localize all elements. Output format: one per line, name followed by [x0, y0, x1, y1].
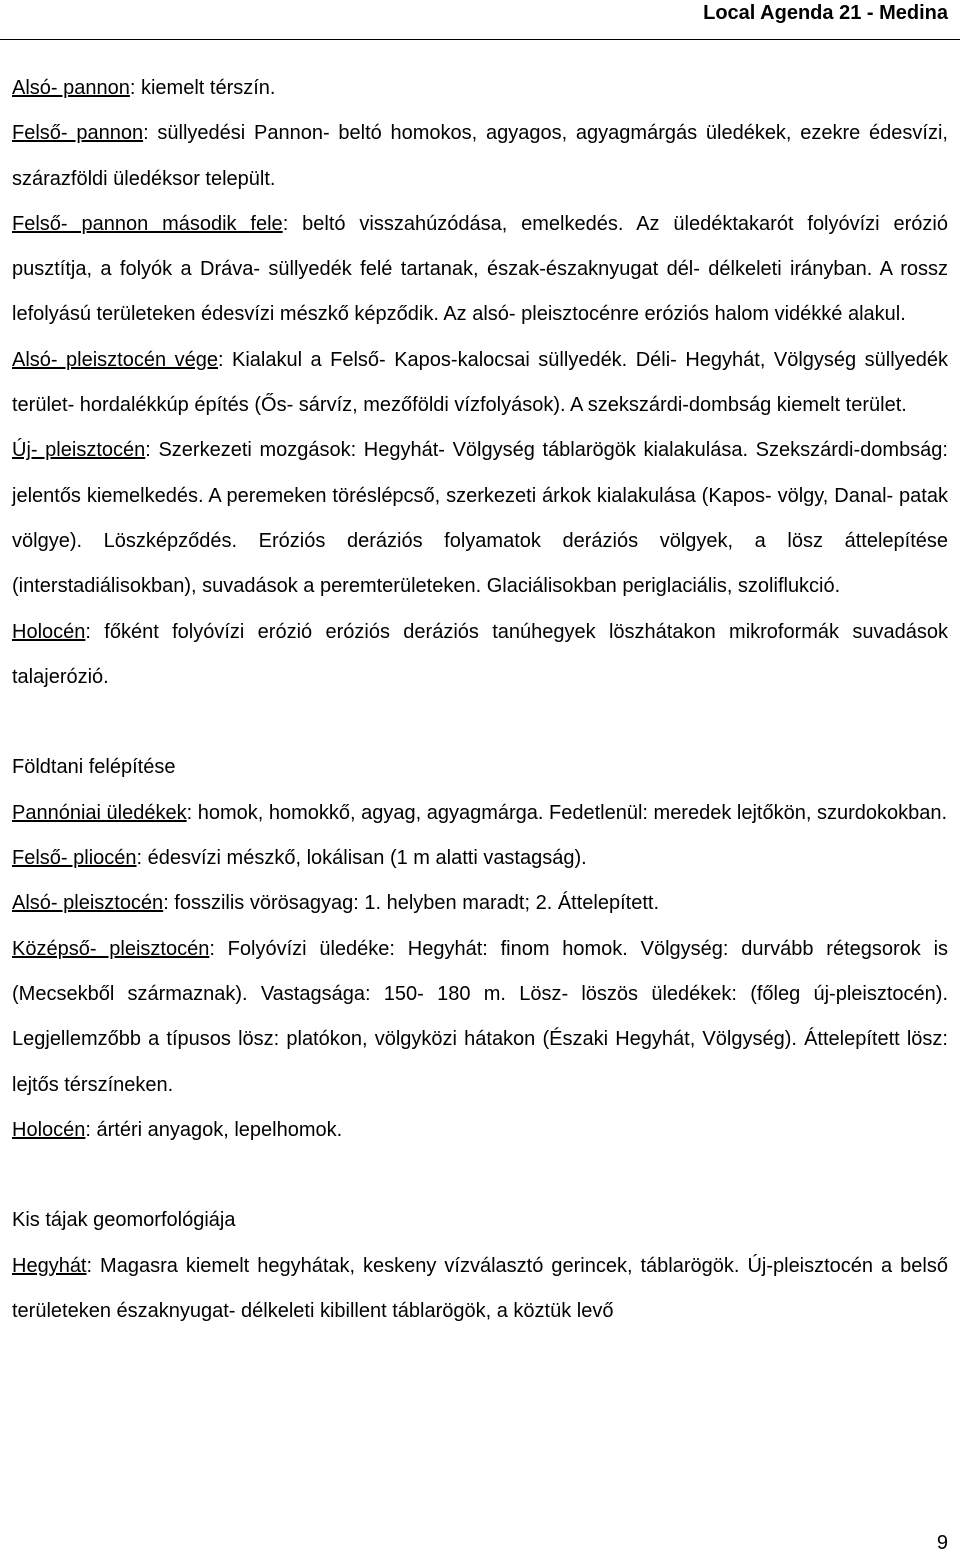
paragraph-text: : Magasra kiemelt hegyhátak, keskeny vízválasztó gerincek, táblarögök. Új-pleisztocén a belső területeken északnyugat- délkeleti kibillent táblarögök, a köztük levő	[12, 1254, 948, 1323]
term: Alsó- pleisztocén vége	[12, 348, 218, 371]
paragraph-holocen	[12, 610, 948, 701]
header-title: Local Agenda 21 - Medina	[703, 2, 948, 24]
paragraph-also-pleisztocen	[12, 881, 948, 926]
term: Holocén	[12, 620, 86, 643]
document-body	[12, 66, 948, 1334]
paragraph-uj-pleisztocen	[12, 428, 948, 609]
paragraph-felso-pannon-masodik-fele	[12, 202, 948, 338]
paragraph-text: : homok, homokkő, agyag, agyagmárga. Fedetlenül: meredek lejtőkön, szurdokokban.	[186, 801, 948, 824]
term: Felső- pannon második fele	[12, 212, 283, 235]
term: Hegyhát	[12, 1254, 87, 1277]
paragraph-text: : Folyóvízi üledéke: Hegyhát: finom homok. Völgység: durvább rétegsorok is (Mecsekből származnak). Vastagsága: 150- 180 m. Lösz- löszös üledékek: (főleg új-pleisztocén). Legjellemzőbb a típusos lösz: platókon, völgyközi hátakon (Északi Hegyhát, Völgység). Áttelepített lösz: lejtős térszíneken.	[12, 937, 949, 1096]
paragraph-text: : édesvízi mészkő, lokálisan (1 m alatti vastagság).	[136, 847, 587, 870]
paragraph-also-pleisztocen-vege	[12, 338, 948, 429]
term: Felső- pliocén	[12, 847, 137, 870]
term: Középső- pleisztocén	[12, 937, 210, 960]
paragraph-holocen-2	[12, 1108, 948, 1153]
paragraph-pannoniai-uledekek	[12, 791, 948, 836]
paragraph-felso-pannon	[12, 111, 948, 202]
paragraph-text: : ártéri anyagok, lepelhomok.	[85, 1118, 343, 1141]
paragraph-also-pannon	[12, 66, 948, 111]
paragraph-text: : Szerkezeti mozgások: Hegyhát- Völgység táblarögök kialakulása. Szekszárdi-dombság: jelentős kiemelkedés. A peremeken töréslépcső, szerkezeti árkok kialakulása (Kapos- völgy, Danal- patak völgye). Löszképződés. Eróziós deráziós folyamatok deráziós völgyek, a lösz áttelepítése (interstadiálisokban), suvadások a peremterületeken. Glaciálisokban periglaciális, szoliflukció.	[12, 439, 948, 598]
paragraph-kozepso-pleisztocen	[12, 927, 948, 1108]
term: Pannóniai üledékek	[12, 801, 187, 824]
paragraph-text: : Kialakul a Felső- Kapos-kalocsai süllyedék. Déli- Hegyhát, Völgység süllyedék terület- hordalékkúp építés (Ős- sárvíz, mezőföldi vízfolyások). A szekszárdi-dombság kiemelt terület.	[12, 348, 949, 417]
paragraph-text: : kiemelt térszín.	[129, 77, 276, 99]
paragraph-text: : süllyedési Pannon- beltó homokos, agyagos, agyagmárgás üledékek, ezekre édesvízi, szárazföldi üledéksor települt.	[12, 122, 948, 190]
page-number: 9	[936, 1532, 948, 1554]
section-heading-kis-tajak: Kis tájak geomorfológiája	[12, 1209, 236, 1232]
term: Felső- pannon	[12, 122, 144, 145]
term: Alsó- pannon	[12, 77, 130, 99]
paragraph-felso-pliocen	[12, 836, 948, 881]
page-header	[0, 0, 960, 40]
paragraph-text: : fosszilis vörösagyag: 1. helyben maradt; 2. Áttelepített.	[163, 892, 659, 915]
paragraph-text: : beltó visszahúzódása, emelkedés. Az üledéktakarót folyóvízi erózió pusztítja, a folyók a Dráva- süllyedék felé tartanak, észak-északnyugat dél- délkeleti irányban. A rossz lefolyású területeken édesvízi mészkő képződik. Az alsó- pleisztocénre eróziós halom vidékké alakul.	[12, 212, 948, 326]
paragraph-text: : főként folyóvízi erózió eróziós deráziós tanúhegyek löszhátakon mikroformák suvadások talajerózió.	[12, 620, 948, 688]
paragraph-hegyhat	[12, 1244, 948, 1335]
term: Holocén	[12, 1118, 86, 1141]
term: Új- pleisztocén	[12, 439, 146, 462]
section-heading-foldtani: Földtani felépítése	[12, 756, 176, 779]
term: Alsó- pleisztocén	[12, 892, 164, 915]
